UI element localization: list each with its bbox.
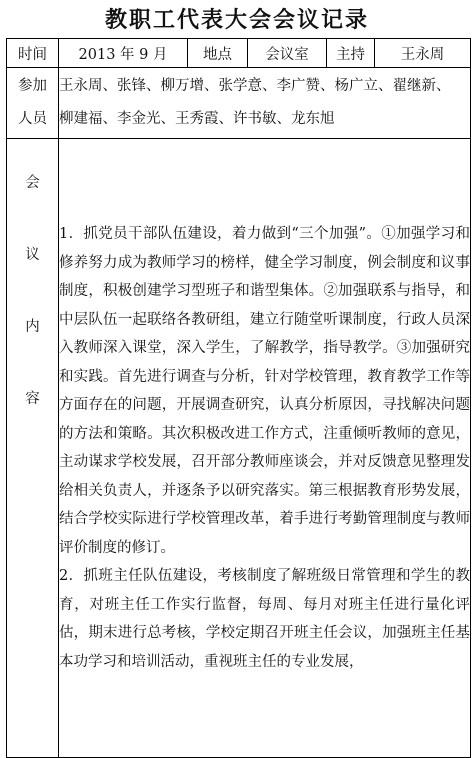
attendees-label xyxy=(7,68,59,139)
place-value: 会议室 xyxy=(248,39,327,68)
host-value: 王永周 xyxy=(375,39,471,68)
attendees-row xyxy=(7,68,471,139)
place-label: 地点 xyxy=(188,39,248,68)
time-value: 2013 年 9 月 xyxy=(59,39,188,68)
attendees-names xyxy=(59,68,471,139)
attendees-names-line2: 柳建福、李金光、王秀霞、许书敏、龙东旭 xyxy=(59,111,335,127)
attendees-names-line1: 王永周、张锋、柳万增、张学意、李广赞、杨广立、翟继新、 xyxy=(59,78,451,94)
content-label-char-2: 议 xyxy=(25,247,40,263)
host-label: 主持 xyxy=(327,39,375,68)
content-body xyxy=(59,139,471,758)
content-label-char-1: 会 xyxy=(25,175,40,191)
content-paragraph-2: 2．抓班主任队伍建设，考核制度了解班级日常管理和学生的教育，对班主任工作实行监督，每周、每月对班主任进行量化评估，期末进行总考核，学校定期召开班主任会议，加强班主任基本功学习和培训活动，重视班主任的专业发展， xyxy=(59,568,470,670)
content-label-char-4: 容 xyxy=(25,391,40,407)
content-label-char-3: 内 xyxy=(25,319,40,335)
time-label: 时间 xyxy=(7,39,59,68)
document-title: 教职工代表大会会议记录 xyxy=(104,7,369,33)
content-paragraph-1: 1．抓党员干部队伍建设，着力做到“三个加强”。①加强学习和修养努力成为教师学习的榜样，健全学习制度，例会制度和议事制度，积极创建学习型班子和谐型集体。②加强联系与指导，和中层队伍一起联络各教研组，建立行随堂听课制度，行政人员深入教师深入课堂，深入学生，了解教学，指导教学。③加强研究和实践。首先进行调查与分析，针对学校管理，教育教学工作等方面存在的问题，开展调查研究，认真分析原因，寻找解决问题的方法和策略。其次积极改进工作方式，注重倾听教师的意见，主动谋求学校发展，召开部分教师座谈会，并对反馈意见整理发给相关负责人，并逐条予以研究落实。第三根据教育形势发展，结合学校实际进行学校管理改革，着手进行考勤管理制度与教师评价制度的修订。 xyxy=(59,226,470,556)
attendees-label-line2: 人员 xyxy=(18,111,47,127)
header-row xyxy=(7,39,471,68)
content-row xyxy=(7,139,471,758)
content-label xyxy=(7,139,59,758)
meeting-record-table xyxy=(6,38,471,758)
attendees-label-line1: 参加 xyxy=(18,78,47,94)
